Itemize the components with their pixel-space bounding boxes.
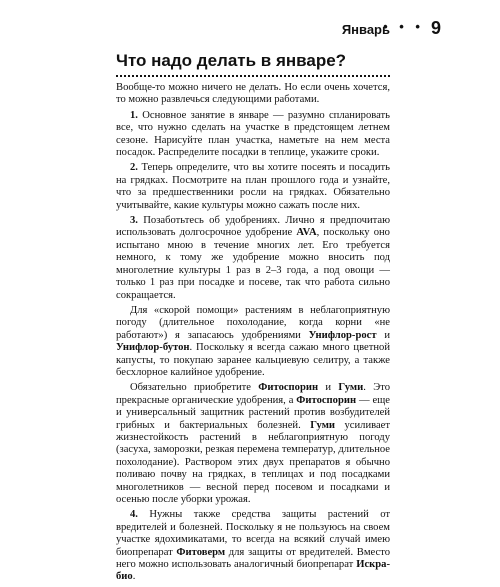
paragraph-3 <box>116 215 390 302</box>
paragraph-text: Основное занятие в январе — разумно спланировать все, что нужно сделать на участке в предстоящем летнем сезоне. Нарисуйте план участка, наметьте на нем места посадок. Распределите посадки в теплице, укажите сроки. <box>116 109 390 159</box>
item-number: 3. <box>130 215 138 227</box>
paragraph-text: Теперь определите, что вы хотите посеять и посадить на грядках. Посмотрите на план прошлого года и узнайте, что за предшественники росли на грядках. Обязательно учитывайте, какие культуры можно сажать после них. <box>116 162 390 211</box>
body-text <box>116 82 390 587</box>
paragraph-text: и <box>318 382 339 394</box>
paragraph-intro: Вообще-то можно ничего не делать. Но если очень хочется, то можно развлечься следующими работами. <box>116 82 390 106</box>
paragraph-text: . <box>132 571 136 583</box>
section-heading: Что надо делать в январе? <box>116 50 390 77</box>
bold-term: AVA <box>296 227 317 239</box>
paragraph-text: . Поскольку я всегда сажаю много цветной капусты, то покупаю заранее кальциевую селитру, а также бесхлорное калийное удобрение. <box>116 342 390 378</box>
paragraph-text: Позаботьтесь об удобрениях. Лично я предпочитаю использовать долгосрочное удобрение <box>116 215 390 239</box>
bold-term: Искра-био <box>116 559 390 583</box>
page-number: 9 <box>430 18 441 38</box>
bold-term: Унифлор-бутон <box>116 342 190 354</box>
paragraph-text: . Это прекрасные органические удобрения, а <box>116 382 391 406</box>
paragraph-text: и <box>376 329 390 341</box>
bold-term: Фитоспорин <box>258 382 319 394</box>
bold-term: Гуми <box>338 382 364 394</box>
paragraph-4 <box>116 305 390 379</box>
bold-term: Фитоверм <box>176 546 226 558</box>
paragraph-5 <box>116 382 390 506</box>
bold-term: Гуми <box>310 419 336 431</box>
running-header-title: Январь <box>341 22 390 37</box>
bold-term: Унифлор-рост <box>308 329 377 341</box>
bold-term: Фитоспорин <box>296 394 357 406</box>
paragraph-text: Обязательно приобретите <box>130 382 259 394</box>
paragraph-2 <box>116 162 390 212</box>
item-number: 2. <box>130 162 138 174</box>
paragraph-text: Нужны также средства защиты растений от вредителей и болезней. Поскольку я не пользуюсь на своем участке ядохимикатами, то всегда на всякий случай имею биопрепарат <box>116 509 390 558</box>
paragraph-text: , поскольку оно испытано мною в течение многих лет. Его требуется немного, к тому же удобрение можно вносить под многолетние культуры 1 раз в 2–3 года, а под овощи — только 1 раз при посадке и посеве, так что работа сильно сокращается. <box>116 227 390 301</box>
paragraph-text: усиливает жизнестойкость растений в неблагоприятную погоду (засуха, заморозки, резкая перемена температур, длительное похолодание). Раствором этих двух препаратов я обычно поливаю почву на грядках, в теплицах и под посадками многолетников — весной перед посевом и посадками и осенью после уборки урожая. <box>116 419 391 505</box>
item-number: 1. <box>130 109 138 121</box>
paragraph-text: для защиты от вредителей. Вместо него можно использовать аналогичный биопрепарат <box>116 546 390 571</box>
paragraph-text: — еще и универсальный защитник растений против возбудителей грибных и бактериальных болезней. <box>116 394 390 431</box>
paragraph-6 <box>116 509 390 583</box>
item-number: 4. <box>130 509 138 521</box>
header-decorative-bullets: • • • <box>383 19 424 34</box>
paragraph-1 <box>116 110 390 160</box>
paragraph-text: Для «скорой помощи» растениям в неблагоприятную погоду (длительное похолодание, когда корни «не работают») я запасаюсь удобрениями <box>116 304 390 341</box>
